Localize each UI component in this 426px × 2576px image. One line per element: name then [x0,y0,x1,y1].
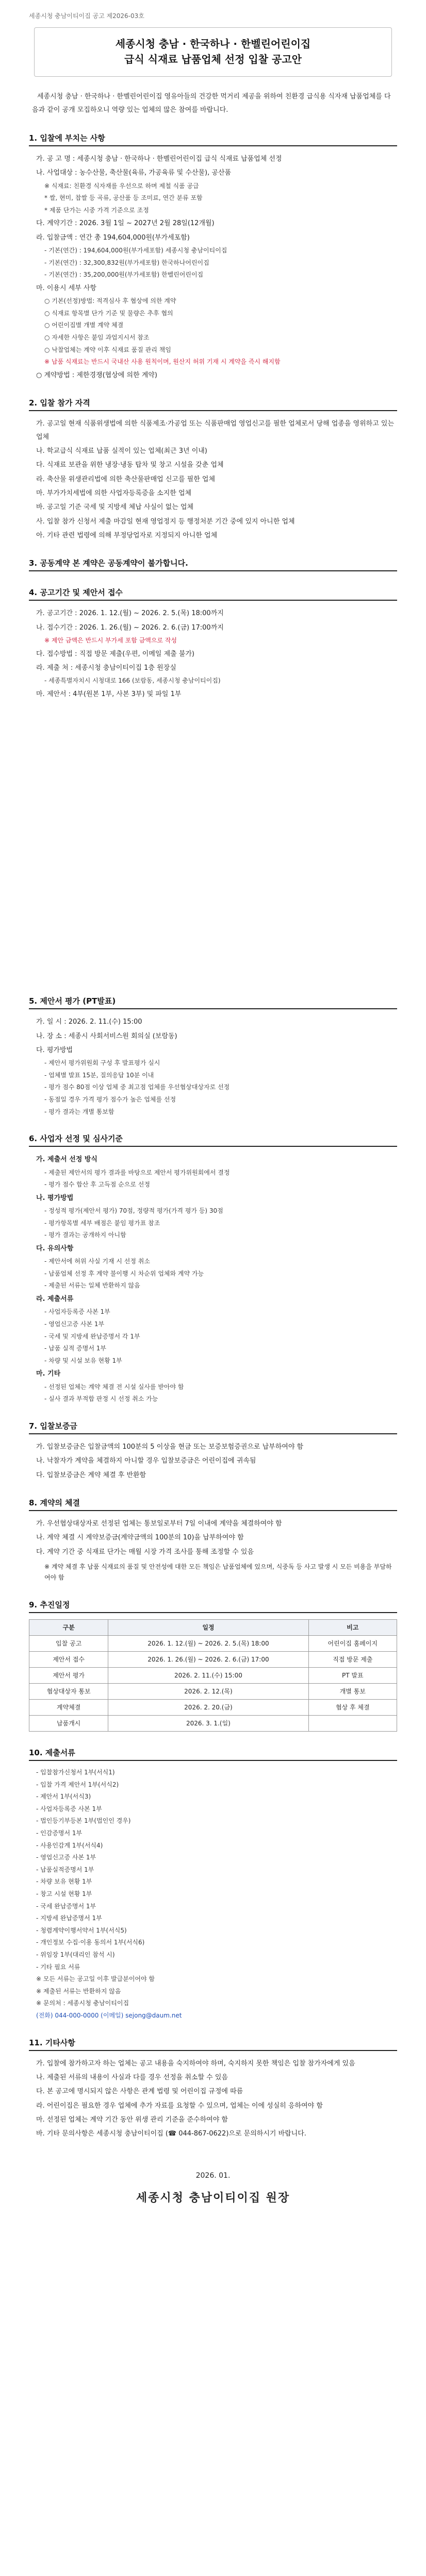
section-1-heading: 1. 입찰에 부치는 사항 [29,133,105,143]
s5-item: - 제안서 평가위원회 구성 후 발표평가 실시 [44,1059,160,1067]
s10-note: ※ 문의처 : 세종시청 충남이티이집 [36,1999,129,2007]
s5-line: 다. 평가방법 [36,1046,73,1054]
table-cell: 협상 후 체결 [308,1700,397,1716]
s1-note: ○ 식재료 항목별 단가 기준 및 물량은 추후 협의 [44,309,173,317]
s11-line: 가. 입찰에 참가하고자 하는 업체는 공고 내용을 숙지하여야 하며, 숙지하지 못한 책임은 입찰 참가자에게 있음 [36,2059,355,2067]
s6-line: - 제출된 서류는 일체 반환하지 않음 [44,1282,140,1290]
table-cell: 제안서 접수 [29,1652,108,1668]
schedule-col-header: 구분 [29,1620,108,1636]
document-number: 세종시청 충남이티이집 공고 제2026-03호 [29,12,144,20]
s4-line: - 세종특별자치시 시청대로 166 (보람동, 세종시청 충남이티이집) [44,677,221,685]
s6-line: - 정성적 평가(제안서 평가) 70점, 정량적 평가(가격 평가 등) 30점 [44,1207,223,1215]
s11-line: 라. 어린이집은 필요한 경우 업체에 추가 자료를 요청할 수 있으며, 업체는 이에 성실히 응하여야 함 [36,2102,323,2110]
section-3-heading: 3. 공동계약 본 계약은 공동계약이 불가합니다. [29,558,188,568]
s6-sub-heading: 마. 기타 [36,1370,61,1378]
section-5-heading: 5. 제안서 평가 (PT발표) [29,996,116,1006]
section-4-heading: 4. 공고기간 및 제안서 접수 [29,588,123,598]
section-9-rule [29,1612,397,1613]
s10-line: - 제안서 1부(서식3) [36,1793,91,1801]
section-6-rule [29,1146,397,1147]
s1-subline: * 쌀, 현미, 찹쌀 등 곡류, 공산품 등 조미료, 연간 분류 포함 [44,194,203,202]
s10-line: - 사업자등록증 사본 1부 [36,1805,102,1812]
s6-line: - 제안서에 허위 사실 기재 시 선정 취소 [44,1258,150,1265]
table-cell: 2026. 3. 1.(일) [108,1716,308,1732]
s10-line: - 청렴계약이행서약서 1부(서식5) [36,1926,127,1934]
section-3-rule [29,570,397,571]
s10-note: ※ 모든 서류는 공고일 이후 발급분이어야 함 [36,1975,155,1983]
s10-line: - 인감증명서 1부 [36,1829,83,1837]
s6-line: - 평가 점수 합산 후 고득점 순으로 선정 [44,1181,150,1189]
s10-line: - 영업신고증 사본 1부 [36,1854,96,1861]
section-11-heading: 11. 기타사항 [29,2038,75,2047]
s7-line: 다. 입찰보증금은 계약 체결 후 반환함 [36,1471,146,1479]
s11-line: 바. 기타 문의사항은 세종시청 충남이티이집 (☎ 044-867-0622)으로 문의하시기 바랍니다. [36,2130,306,2138]
s1-subline: ※ 식재료: 친환경 식자재를 우선으로 하며 제철 식품 공급 [44,182,199,190]
s1-line: 마. 이용시 세부 사항 [36,284,96,292]
s1-subline: * 제품 단가는 시중 가격 기준으로 조정 [44,206,149,214]
s5-line: 가. 일 시 : 2026. 2. 11.(수) 15:00 [36,1018,142,1026]
table-row [29,1684,397,1700]
s2-line: 다. 식재료 보관을 위한 냉장·냉동 탑차 및 창고 시설을 갖춘 업체 [36,461,224,469]
s2-line: 사. 입찰 참가 신청서 제출 마감일 현재 영업정지 등 행정처분 기간 중에 있지 아니한 업체 [36,517,295,526]
s1-line: 라. 입찰금액 : 연간 총 194,604,000원(부가세포함) [36,233,190,242]
s2-line: 아. 기타 관련 법령에 의해 부정당업자로 지정되지 아니한 업체 [36,531,218,539]
s8-line: 가. 우선협상대상자로 선정된 업체는 통보일로부터 7일 이내에 계약을 체결하여야 함 [36,1519,282,1528]
s10-line: - 입찰참가신청서 1부(서식1) [36,1769,115,1776]
s1-subline: - 기본(연간) : 35,200,000원(부가세포함) 한벨린어린이집 [44,271,204,279]
section-7-heading: 7. 입찰보증금 [29,1421,77,1431]
s8-box-note: ※ 계약 체결 후 납품 식재료의 품질 및 안전성에 대한 모든 책임은 납품업체에 있으며, 식중독 등 사고 발생 시 모든 비용을 부담하여야 함 [44,1563,392,1582]
s1-subline: - 기본(연간) : 194,604,000원(부가세포함) 세종시청 충남이티이집 [44,247,227,255]
s4-line: 다. 접수방법 : 직접 방문 제출(우편, 이메일 제출 불가) [36,650,195,658]
s2-line: 바. 공고일 기준 국세 및 지방세 체납 사실이 없는 업체 [36,503,194,512]
section-9-heading: 9. 추진일정 [29,1600,70,1610]
s11-line: 나. 제출된 서류의 내용이 사실과 다를 경우 선정을 취소할 수 있음 [36,2073,228,2081]
s6-line: - 차량 및 시설 보유 현황 1부 [44,1357,122,1364]
s10-line: - 납품실적증명서 1부 [36,1866,94,1873]
table-row [29,1636,397,1652]
table-cell: PT 발표 [308,1668,397,1684]
table-cell: 2026. 1. 12.(월) ~ 2026. 2. 5.(목) 18:00 [108,1636,308,1652]
s6-sub-heading: 다. 유의사항 [36,1244,74,1252]
section-10-rule [29,1760,397,1761]
schedule-col-header: 일정 [108,1620,308,1636]
section-4-rule [29,600,397,601]
s11-line: 마. 선정된 업체는 계약 기간 동안 위생 관리 기준을 준수하여야 함 [36,2115,228,2124]
s1-line: 다. 계약기간 : 2026. 3월 1일 ~ 2027년 2월 28일(12개월) [36,219,215,228]
s6-line: - 납품업체 선정 후 계약 불이행 시 차순위 업체와 계약 가능 [44,1269,204,1277]
table-row [29,1700,397,1716]
s5-item: - 평가 결과는 개별 통보함 [44,1108,114,1115]
section-6-heading: 6. 사업자 선정 및 심사기준 [29,1134,123,1144]
table-cell: 2026. 2. 20.(금) [108,1700,308,1716]
s6-line: - 선정된 업체는 계약 체결 전 시설 실사를 받아야 함 [44,1383,184,1391]
table-cell: 직접 방문 제출 [308,1652,397,1668]
schedule-table [29,1619,397,1732]
table-row [29,1716,397,1732]
section-8-rule [29,1510,397,1511]
section-7-rule [29,1433,397,1434]
s1-note: ○ 낙찰업체는 계약 이후 식재료 품질 관리 책임 [44,346,171,353]
s11-line: 다. 본 공고에 명시되지 않은 사항은 관계 법령 및 어린이집 규정에 따름 [36,2088,243,2096]
section-8-heading: 8. 계약의 체결 [29,1498,80,1507]
table-cell: 납품개시 [29,1716,108,1732]
s2-line: 가. 공고일 현재 식품위생법에 의한 식품제조·가공업 또는 식품판매업 영업신고를 필한 업체로서 당해 업종을 영위하고 있는 업체 [36,420,395,441]
s4-line: 가. 공고기간 : 2026. 1. 12.(월) ~ 2026. 2. 5.(목) 18:00까지 [36,609,224,618]
intro-paragraph: 세종시청 충남 · 한국하나 · 한벨린어린이집 영유아들의 건강한 먹거리 제공을 위하여 친환경 급식용 식자재 납품업체를 다음과 같이 공개 모집하오니 역량 있는 업체의 많은 참여를 바랍니다. [32,93,391,114]
table-cell: 계약체결 [29,1700,108,1716]
section-1-rule [29,145,397,146]
s6-line: - 평가 결과는 공개하지 아니함 [44,1231,126,1239]
s4-red-line: ※ 제안 금액은 반드시 부가세 포함 금액으로 작성 [44,636,177,644]
s10-line: - 기타 필요 서류 [36,1963,80,1971]
section-10-heading: 10. 제출서류 [29,1748,75,1758]
s6-line: - 사업자등록증 사본 1부 [44,1308,110,1316]
footer-date: 2026. 01. [195,2171,231,2180]
s10-line: - 개인정보 수집·이용 동의서 1부(서식6) [36,1939,145,1946]
s10-line: - 창고 시설 현황 1부 [36,1890,92,1897]
section-11-rule [29,2050,397,2051]
table-cell: 제안서 평가 [29,1668,108,1684]
s10-line: - 입찰 가격 제안서 1부(서식2) [36,1781,119,1788]
s1-note: ○ 어린이집별 개별 계약 체결 [44,321,124,329]
title-line-2: 급식 식재료 납품업체 선정 입찰 공고안 [124,53,302,65]
s6-sub-heading: 라. 제출서류 [36,1295,74,1303]
s2-line: 나. 학교급식 식재료 납품 실적이 있는 업체(최근 3년 이내) [36,447,207,455]
s6-line: - 국세 및 지방세 완납증명서 각 1부 [44,1332,140,1340]
s10-contact[interactable]: (전화) 044-000-0000 (이메일) sejong@daum.net [36,2011,182,2019]
s6-sub-heading: 가. 제출서 선정 방식 [36,1156,97,1164]
s6-line: - 실사 결과 부적합 판정 시 선정 취소 가능 [44,1395,158,1403]
s1-note: ○ 기본(선정)방법: 적격심사 후 협상에 의한 계약 [44,297,176,305]
s10-line: - 법인등기부등본 1부(법인인 경우) [36,1817,131,1825]
schedule-col-header: 비고 [308,1620,397,1636]
s10-line: - 국세 완납증명서 1부 [36,1902,96,1910]
s10-note: ※ 제출된 서류는 반환하지 않음 [36,1987,121,1995]
table-cell: 2026. 2. 12.(목) [108,1684,308,1700]
s7-line: 나. 낙찰자가 계약을 체결하지 아니할 경우 입찰보증금은 어린이집에 귀속됨 [36,1457,256,1465]
s1-note: ○ 자세한 사항은 붙임 과업지시서 참조 [44,334,150,342]
table-cell: 어린이집 홈페이지 [308,1636,397,1652]
s5-item: - 동점일 경우 가격 평가 점수가 높은 업체를 선정 [44,1096,176,1103]
s2-line: 마. 부가가치세법에 의한 사업자등록증을 소지한 업체 [36,489,192,497]
s4-line: 라. 제출 처 : 세종시청 충남이티이집 1층 원장실 [36,664,176,672]
s4-line: 나. 접수기간 : 2026. 1. 26.(월) ~ 2026. 2. 6.(금) 17:00까지 [36,623,224,632]
s1-line: 나. 사업대상 : 농수산물, 축산물(육류, 가공육류 및 수산물), 공산품 [36,169,232,177]
s10-line: - 지방세 완납증명서 1부 [36,1914,102,1922]
blank-gap [29,702,397,980]
s5-item: - 평가 점수 80점 이상 업체 중 최고점 업체를 우선협상대상자로 선정 [44,1083,230,1091]
table-cell: 2026. 1. 26.(월) ~ 2026. 2. 6.(금) 17:00 [108,1652,308,1668]
s1-extra-note: ○ 계약방법 : 제한경쟁(협상에 의한 계약) [36,371,157,379]
s10-line: - 차량 보유 현황 1부 [36,1878,92,1886]
table-cell: 2026. 2. 11.(수) 15:00 [108,1668,308,1684]
s6-line: - 납품 실적 증명서 1부 [44,1345,106,1352]
s4-line: 마. 제안서 : 4부(원본 1부, 사본 3부) 및 파일 1부 [36,690,182,698]
s2-line: 라. 축산물 위생관리법에 의한 축산물판매업 신고를 필한 업체 [36,475,216,483]
title-line-1: 세종시청 충남 · 한국하나 · 한벨린어린이집 [115,38,311,50]
s8-line: 나. 계약 체결 시 계약보증금(계약금액의 100분의 10)을 납부하여야 함 [36,1534,244,1542]
s1-line: 가. 공 고 명 : 세종시청 충남 · 한국하나 · 한벨린어린이집 급식 식재료 납품업체 선정 [36,155,282,163]
s8-line: 다. 계약 기간 중 식재료 단가는 매월 시장 가격 조사를 통해 조정할 수 있음 [36,1548,254,1556]
s5-line: 나. 장 소 : 세종시 사회서비스원 회의실 (보람동) [36,1032,177,1040]
s1-red-note: ※ 납품 식재료는 반드시 국내산 사용 원칙이며, 원산지 허위 기재 시 계약을 즉시 해지함 [44,358,281,366]
section-2-heading: 2. 입찰 참가 자격 [29,398,90,408]
table-cell: 입찰 공고 [29,1636,108,1652]
table-cell: 개별 통보 [308,1684,397,1700]
s6-line: - 평가항목별 세부 배점은 붙임 평가표 참조 [44,1219,160,1227]
schedule-header-row [29,1620,397,1636]
table-row [29,1668,397,1684]
s5-item: - 업체별 발표 15분, 질의응답 10분 이내 [44,1071,154,1079]
table-cell: 협상대상자 통보 [29,1684,108,1700]
s1-subline: - 기본(연간) : 32,300,832원(부가세포함) 한국하나어린이집 [44,259,209,266]
footer-organization: 세종시청 충남이티이집 원장 [136,2191,290,2205]
s6-sub-heading: 나. 평가방법 [36,1194,74,1202]
section-2-rule [29,410,397,411]
s6-line: - 제출된 제안서의 평가 결과를 바탕으로 제안서 평가위원회에서 결정 [44,1168,230,1176]
s10-line: - 위임장 1부(대리인 참석 시) [36,1951,115,1958]
title-box [34,27,392,77]
table-cell [308,1716,397,1732]
s7-line: 가. 입찰보증금은 입찰금액의 100분의 5 이상을 현금 또는 보증보험증권으로 납부하여야 함 [36,1443,304,1451]
s6-line: - 영업신고증 사본 1부 [44,1320,105,1328]
table-row [29,1652,397,1668]
section-5-rule [29,1008,397,1009]
s10-line: - 사용인감계 1부(서식4) [36,1841,103,1849]
